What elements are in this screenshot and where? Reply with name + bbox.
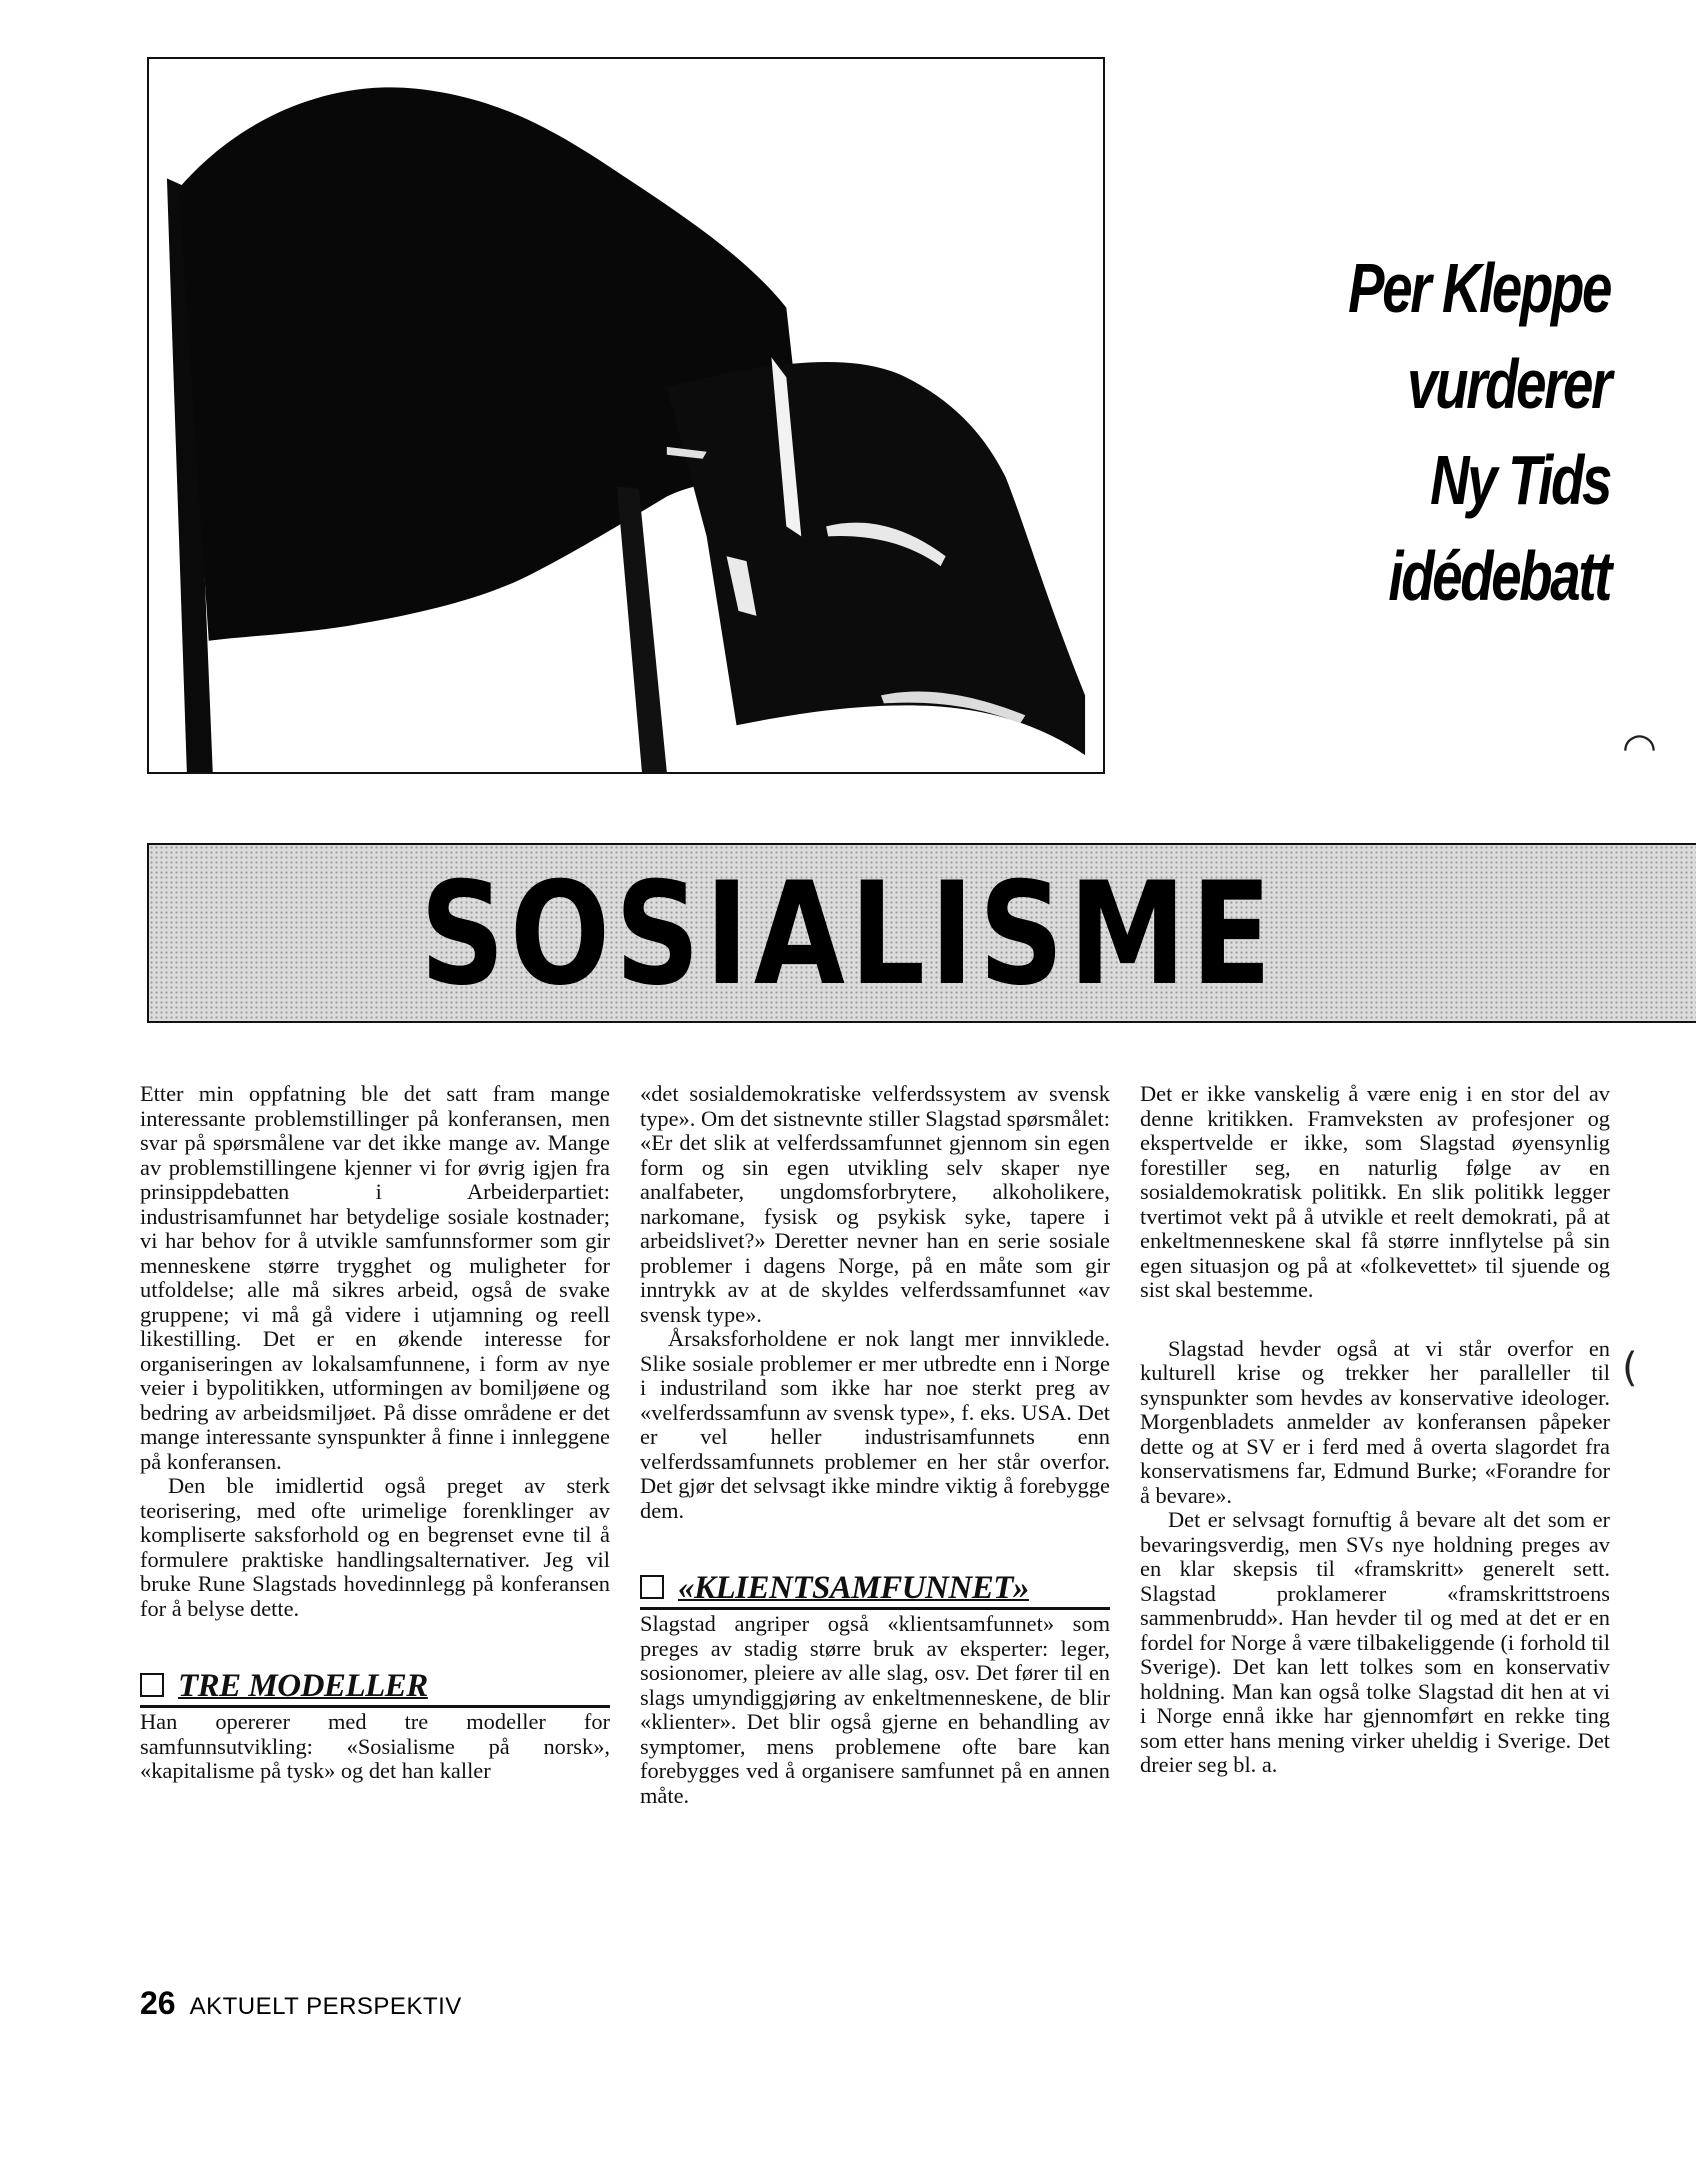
- col3-paragraph-3: Det er selvsagt fornuftig å bevare alt det som er bevaringsverdig, men SVs nye holdning preges av en klar skepsis til «framskritt» generelt sett. Slagstad proklamerer «framskrittstroens sammenbrudd». Han hevder til og med at det er en fordel for Norge å være tilbakeliggende (i forhold til Sverige). Det kan lett tolkes som en konservativ holdning. Man kan også tolke Slagstad dit hen at vi i Norge ennå ikke har gjennomført en rekke ting som etter hans mening virker uheldig i Sverige. Det dreier seg bl. a.: [1140, 1507, 1610, 1777]
- checkbox-square-icon: [140, 1673, 164, 1697]
- subheading-tre-modeller: [140, 1667, 610, 1708]
- subheading-klientsamfunnet: [640, 1569, 1110, 1610]
- headline-line-2: vurderer: [1407, 345, 1610, 423]
- checkbox-square-icon: [640, 1575, 664, 1599]
- col1-paragraph-2: Den ble imidlertid også preget av sterk teorisering, med ofte urimelige forenklinger av kompliserte saksforhold og en begrenset evne til å formulere praktiske handlingsalternativer. Jeg vil bruke Rune Slagstads hovedinnlegg på konferansen for å belyse dette.: [140, 1473, 610, 1621]
- headline-line-4: idédebatt: [1388, 537, 1610, 615]
- col1-paragraph-3: Han opererer med tre modeller for samfunnsutvikling: «Sosialisme på norsk», «kapitalisme på tysk» og det han kaller: [140, 1709, 610, 1783]
- article-headline: [1282, 240, 1610, 624]
- col1-paragraph-1: Etter min oppfatning ble det satt fram mange interessante problemstillinger på konferansen, men svar på spørsmålene var det ikke mange av. Mange av problemstillingene kjenner vi for øvrig igjen fra prinsippdebatten i Arbeiderpartiet: industrisamfunnet har betydelige sosiale kostnader; vi har behov for å utvikle samfunnsformer som gir menneskene større trygghet og muligheter for utfoldelse; alle må sikres arbeid, også de svake gruppene; vi må gå videre i utjamning og reell likestilling. Det er en økende interesse for organiseringen av lokalsamfunnene, i form av nye veier i bypolitikken, utformingen av bomiljøene og bedring av arbeidsmiljøet. På disse områdene er det mange interessante synspunkter å finne i innleggene på konferansen.: [140, 1081, 610, 1474]
- col2-paragraph-2: Årsaksforholdene er nok langt mer innviklede. Slike sosiale problemer er mer utbredte enn i Norge i industriland som ikke har noe sterkt preg av «velferdssamfunn av svensk type», f. eks. USA. Det er vel heller industrisamfunnets enn velferdssamfunnets problemer en her står overfor. Det gjør det selvsagt ikke mindre viktig å forebygge dem.: [640, 1326, 1110, 1523]
- subheading-text: TRE MODELLER: [178, 1668, 428, 1704]
- column-2: [640, 1082, 1110, 1808]
- banner-title: SOSIALISME: [420, 852, 1277, 1017]
- margin-bracket-icon: (: [1622, 1345, 1638, 1391]
- publication-name: AKTUELT PERSPEKTIV: [189, 1993, 462, 2020]
- page-number: 26: [140, 1985, 176, 2021]
- column-1: [140, 1082, 610, 1784]
- col3-paragraph-1: Det er ikke vanskelig å være enig i en stor del av denne kritikken. Framveksten av profesjoner og ekspertvelde er ikke, som Slagstad øyensynlig forestiller seg, en naturlig følge av en sosialdemokratisk politikk. En slik politikk legger tvertimot vekt på å utvikle et reelt demokrati, på at enkeltmenneskene skal få større innflytelse på sin egen situasjon og på at «folkevettet» til sjuende og sist skal bestemme.: [1140, 1081, 1610, 1302]
- margin-mark-icon: ◠: [1622, 725, 1657, 771]
- col2-paragraph-3: Slagstad angriper også «klientsamfunnet» som preges av stadig større bruk av eksperter: leger, sosionomer, pleiere av alle slag, osv. Det fører til en slags umyndiggjøring av enkeltmenneskene, de blir «klienter». Det blir også gjerne en behandling av symptomer, mens problemene ofte bare kan forebygges ved å organisere samfunnet på en annen måte.: [640, 1611, 1110, 1808]
- headline-line-3: Ny Tids: [1430, 441, 1610, 519]
- column-3: [1140, 1082, 1610, 1778]
- col2-paragraph-1: «det sosialdemokratiske velferdssystem av svensk type». Om det sistnevnte stiller Slagstad spørsmålet: «Er det slik at velferdssamfunnet gjennom sin egen form og sin egen utvikling selv skaper nye analfabeter, ungdomsforbrytere, alkoholikere, narkomane, fysisk og psykisk syke, tapere i arbeidslivet?» Deretter nevner han en serie sosiale problemer i dagens Norge, på en måte som gir inntrykk av at de skyldes velferdssamfunnet «av svensk type».: [640, 1081, 1110, 1327]
- subheading-text: «KLIENTSAMFUNNET»: [678, 1570, 1029, 1606]
- page-footer: [140, 1985, 462, 2022]
- headline-line-1: Per Kleppe: [1348, 249, 1610, 327]
- col3-paragraph-2: Slagstad hevder også at vi står overfor en kulturell krise og trekker her paralleller til synspunkter som hevdes av konservative ideologer. Morgenbladets anmelder av konferansen påpeker dette og at SV er i ferd med å overta slagordet fra konservatismens far, Edmund Burke; «Forandre for å bevare».: [1140, 1335, 1610, 1508]
- flag-photo: [147, 57, 1105, 774]
